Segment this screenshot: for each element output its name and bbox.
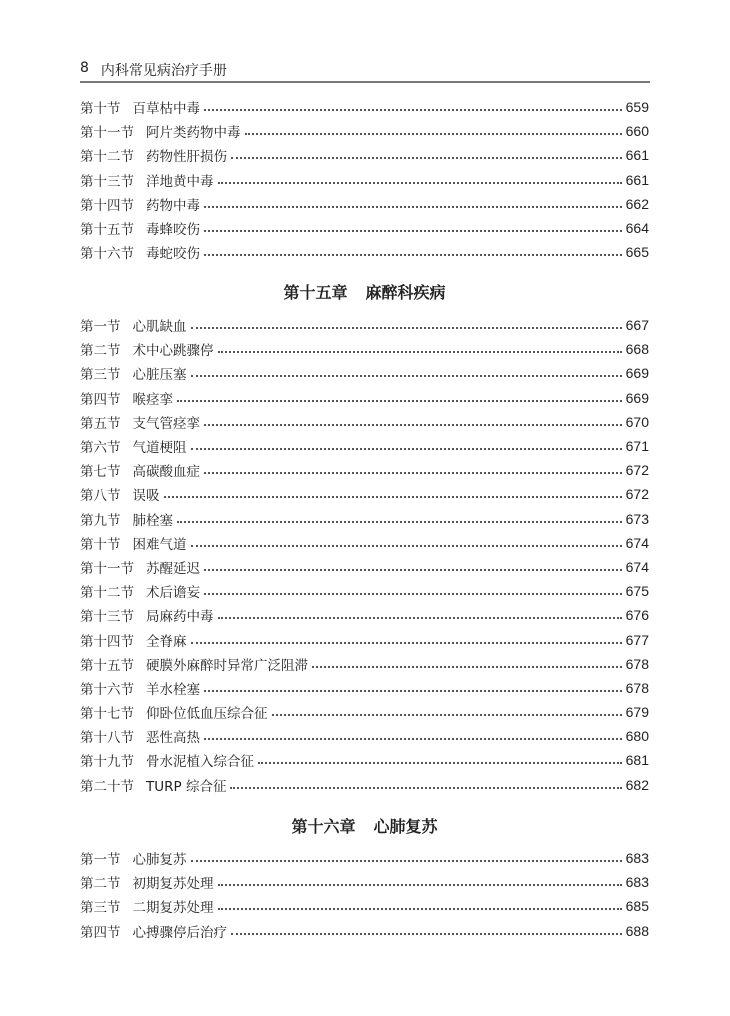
page-ref: 681	[625, 752, 649, 769]
section-number: 第三节	[80, 367, 121, 384]
section-title: 初期复苏处理	[132, 876, 214, 893]
section-number: 第一节	[80, 319, 121, 336]
section-number: 第十九节	[80, 754, 134, 771]
toc-entry[interactable]	[80, 119, 649, 143]
section-title: 恶性高热	[146, 730, 200, 747]
dot-leader	[204, 569, 622, 571]
section-title: 心肌缺血	[132, 319, 187, 336]
toc-entry[interactable]	[80, 458, 649, 482]
chapter-heading	[80, 280, 649, 303]
section-number: 第十四节	[80, 633, 134, 650]
toc-entry[interactable]	[80, 482, 649, 506]
dot-leader	[204, 424, 622, 426]
page-ref: 669	[625, 389, 649, 406]
dot-leader	[204, 738, 622, 740]
toc-entry[interactable]	[80, 531, 649, 555]
toc-entry[interactable]	[80, 773, 649, 797]
page-ref: 669	[625, 365, 649, 382]
chapter-title: 麻醉科疾病	[365, 283, 446, 302]
section-title: 仰卧位低血压综合征	[146, 706, 268, 723]
dot-leader	[258, 762, 622, 764]
page-ref: 672	[625, 486, 649, 503]
section-title: 喉痉挛	[132, 391, 173, 408]
section-title: 羊水栓塞	[146, 681, 200, 698]
page-ref: 659	[625, 99, 649, 116]
book-title: 内科常见病治疗手册	[100, 63, 227, 79]
page-ref: 667	[625, 317, 649, 334]
toc-entry[interactable]	[80, 192, 649, 216]
section-title: 高碳酸血症	[132, 464, 200, 481]
page-ref: 688	[625, 922, 649, 939]
section-title: 心搏骤停后治疗	[132, 924, 227, 941]
toc-entry[interactable]	[80, 168, 649, 192]
section-number: 第五节	[80, 415, 121, 432]
page-ref: 676	[625, 607, 649, 624]
section-number: 第十二节	[80, 149, 134, 166]
section-title: 骨水泥植入综合征	[146, 754, 254, 771]
section-number: 第十二节	[80, 585, 134, 602]
dot-leader	[191, 448, 622, 450]
section-number: 第四节	[80, 391, 121, 408]
section-title: 硬膜外麻醉时异常广泛阻滞	[146, 657, 308, 674]
section-title: 药物中毒	[146, 197, 200, 214]
toc-entry[interactable]	[80, 724, 649, 748]
dot-leader	[164, 496, 622, 498]
toc-entry[interactable]	[80, 676, 649, 700]
section-title: 阿片类药物中毒	[146, 125, 241, 142]
chapter-heading	[80, 814, 649, 837]
section-title: 局麻药中毒	[146, 609, 214, 626]
section-title: 毒蛇咬伤	[146, 246, 200, 263]
dot-leader	[218, 908, 622, 910]
dot-leader	[312, 666, 622, 668]
page-ref: 664	[625, 220, 649, 237]
page-ref: 680	[625, 728, 649, 745]
toc-entry[interactable]	[80, 361, 649, 385]
toc-entry[interactable]	[80, 846, 649, 870]
toc-entry[interactable]	[80, 434, 649, 458]
section-number: 第十节	[80, 101, 121, 118]
chapter-number: 第十五章	[283, 283, 348, 302]
section-number: 第十六节	[80, 681, 134, 698]
toc-entry[interactable]	[80, 143, 649, 167]
section-number: 第十七节	[80, 706, 134, 723]
page-ref: 660	[625, 123, 649, 140]
section-title: 心脏压塞	[132, 367, 187, 384]
toc-entry[interactable]	[80, 507, 649, 531]
dot-leader	[204, 254, 622, 256]
dot-leader	[177, 400, 622, 402]
page-ref: 671	[625, 438, 649, 455]
toc-entry[interactable]	[80, 313, 649, 337]
section-title: 心肺复苏	[132, 852, 187, 869]
page-ref: 661	[625, 171, 649, 188]
chapter-title: 心肺复苏	[373, 817, 438, 836]
dot-leader	[218, 351, 622, 353]
section-title: 支气管痉挛	[132, 415, 200, 432]
section-number: 第十八节	[80, 730, 134, 747]
toc-entry[interactable]	[80, 894, 649, 918]
toc-entry[interactable]	[80, 603, 649, 627]
section-number: 第十三节	[80, 173, 134, 190]
section-number: 第一节	[80, 852, 121, 869]
dot-leader	[204, 230, 622, 232]
dot-leader	[272, 714, 622, 716]
section-title: 术中心跳骤停	[132, 343, 214, 360]
toc-entry[interactable]	[80, 870, 649, 894]
section-title: 术后谵妄	[146, 585, 200, 602]
section-title: TURP 综合征	[146, 778, 227, 795]
page-number: 8	[80, 60, 89, 76]
chapter-number: 第十六章	[291, 817, 356, 836]
section-number: 第十一节	[80, 560, 134, 577]
section-number: 第四节	[80, 924, 121, 941]
section-title: 洋地黄中毒	[146, 173, 214, 190]
dot-leader	[231, 933, 622, 935]
toc-block-chapter-14-continued	[80, 95, 649, 264]
dot-leader	[218, 182, 622, 184]
dot-leader	[204, 690, 622, 692]
dot-leader	[218, 617, 622, 619]
section-title: 误吸	[132, 488, 160, 505]
dot-leader	[177, 521, 622, 523]
page-ref: 672	[625, 462, 649, 479]
dot-leader	[191, 545, 622, 547]
dot-leader	[204, 472, 622, 474]
toc-entry[interactable]	[80, 627, 649, 651]
page-ref: 673	[625, 510, 649, 527]
page-ref: 675	[625, 583, 649, 600]
page-ref: 678	[625, 679, 649, 696]
toc-entry[interactable]	[80, 700, 649, 724]
section-number: 第十四节	[80, 197, 134, 214]
running-header	[80, 60, 227, 80]
section-number: 第十五节	[80, 657, 134, 674]
page-ref: 685	[625, 898, 649, 915]
toc-entry[interactable]	[80, 386, 649, 410]
section-number: 第六节	[80, 440, 121, 457]
section-title: 全脊麻	[146, 633, 187, 650]
toc-entry[interactable]	[80, 555, 649, 579]
dot-leader	[204, 206, 622, 208]
section-number: 第二节	[80, 876, 121, 893]
toc-entry[interactable]	[80, 240, 649, 264]
toc-entry[interactable]	[80, 95, 649, 119]
dot-leader	[191, 327, 622, 329]
section-number: 第十六节	[80, 246, 134, 263]
section-title: 毒蜂咬伤	[146, 222, 200, 239]
section-title: 苏醒延迟	[146, 560, 200, 577]
page-ref: 662	[625, 195, 649, 212]
dot-leader	[230, 787, 621, 789]
section-title: 百草枯中毒	[132, 101, 200, 118]
page-ref: 678	[625, 655, 649, 672]
page-ref: 674	[625, 534, 649, 551]
page-ref: 683	[625, 850, 649, 867]
toc-entry[interactable]	[80, 337, 649, 361]
dot-leader	[204, 109, 622, 111]
toc-entry[interactable]	[80, 579, 649, 603]
page-ref: 682	[625, 776, 649, 793]
section-number: 第三节	[80, 900, 121, 917]
dot-leader	[204, 593, 622, 595]
dot-leader	[191, 860, 622, 862]
section-number: 第二节	[80, 343, 121, 360]
page-ref: 683	[625, 874, 649, 891]
section-number: 第十一节	[80, 125, 134, 142]
dot-leader	[191, 642, 622, 644]
section-number: 第十节	[80, 536, 121, 553]
section-title: 气道梗阻	[132, 440, 187, 457]
toc-block-chapter-15	[80, 313, 649, 797]
section-title: 肺栓塞	[132, 512, 173, 529]
toc-entry[interactable]	[80, 216, 649, 240]
page-ref: 668	[625, 341, 649, 358]
toc-entry[interactable]	[80, 919, 649, 943]
section-number: 第十五节	[80, 222, 134, 239]
header-rule	[80, 81, 650, 83]
section-number: 第七节	[80, 464, 121, 481]
toc-entry[interactable]	[80, 748, 649, 772]
section-number: 第九节	[80, 512, 121, 529]
section-number: 第二十节	[80, 778, 134, 795]
page-ref: 679	[625, 704, 649, 721]
dot-leader	[231, 157, 622, 159]
toc-block-chapter-16	[80, 846, 649, 943]
page-ref: 674	[625, 558, 649, 575]
section-title: 药物性肝损伤	[146, 149, 227, 166]
page-ref: 677	[625, 631, 649, 648]
section-title: 困难气道	[132, 536, 187, 553]
section-title: 二期复苏处理	[132, 900, 214, 917]
page-ref: 665	[625, 244, 649, 261]
dot-leader	[218, 884, 622, 886]
dot-leader	[245, 133, 622, 135]
toc-entry[interactable]	[80, 410, 649, 434]
dot-leader	[191, 375, 622, 377]
toc-entry[interactable]	[80, 652, 649, 676]
section-number: 第十三节	[80, 609, 134, 626]
page-ref: 670	[625, 413, 649, 430]
section-number: 第八节	[80, 488, 121, 505]
page-ref: 661	[625, 147, 649, 164]
